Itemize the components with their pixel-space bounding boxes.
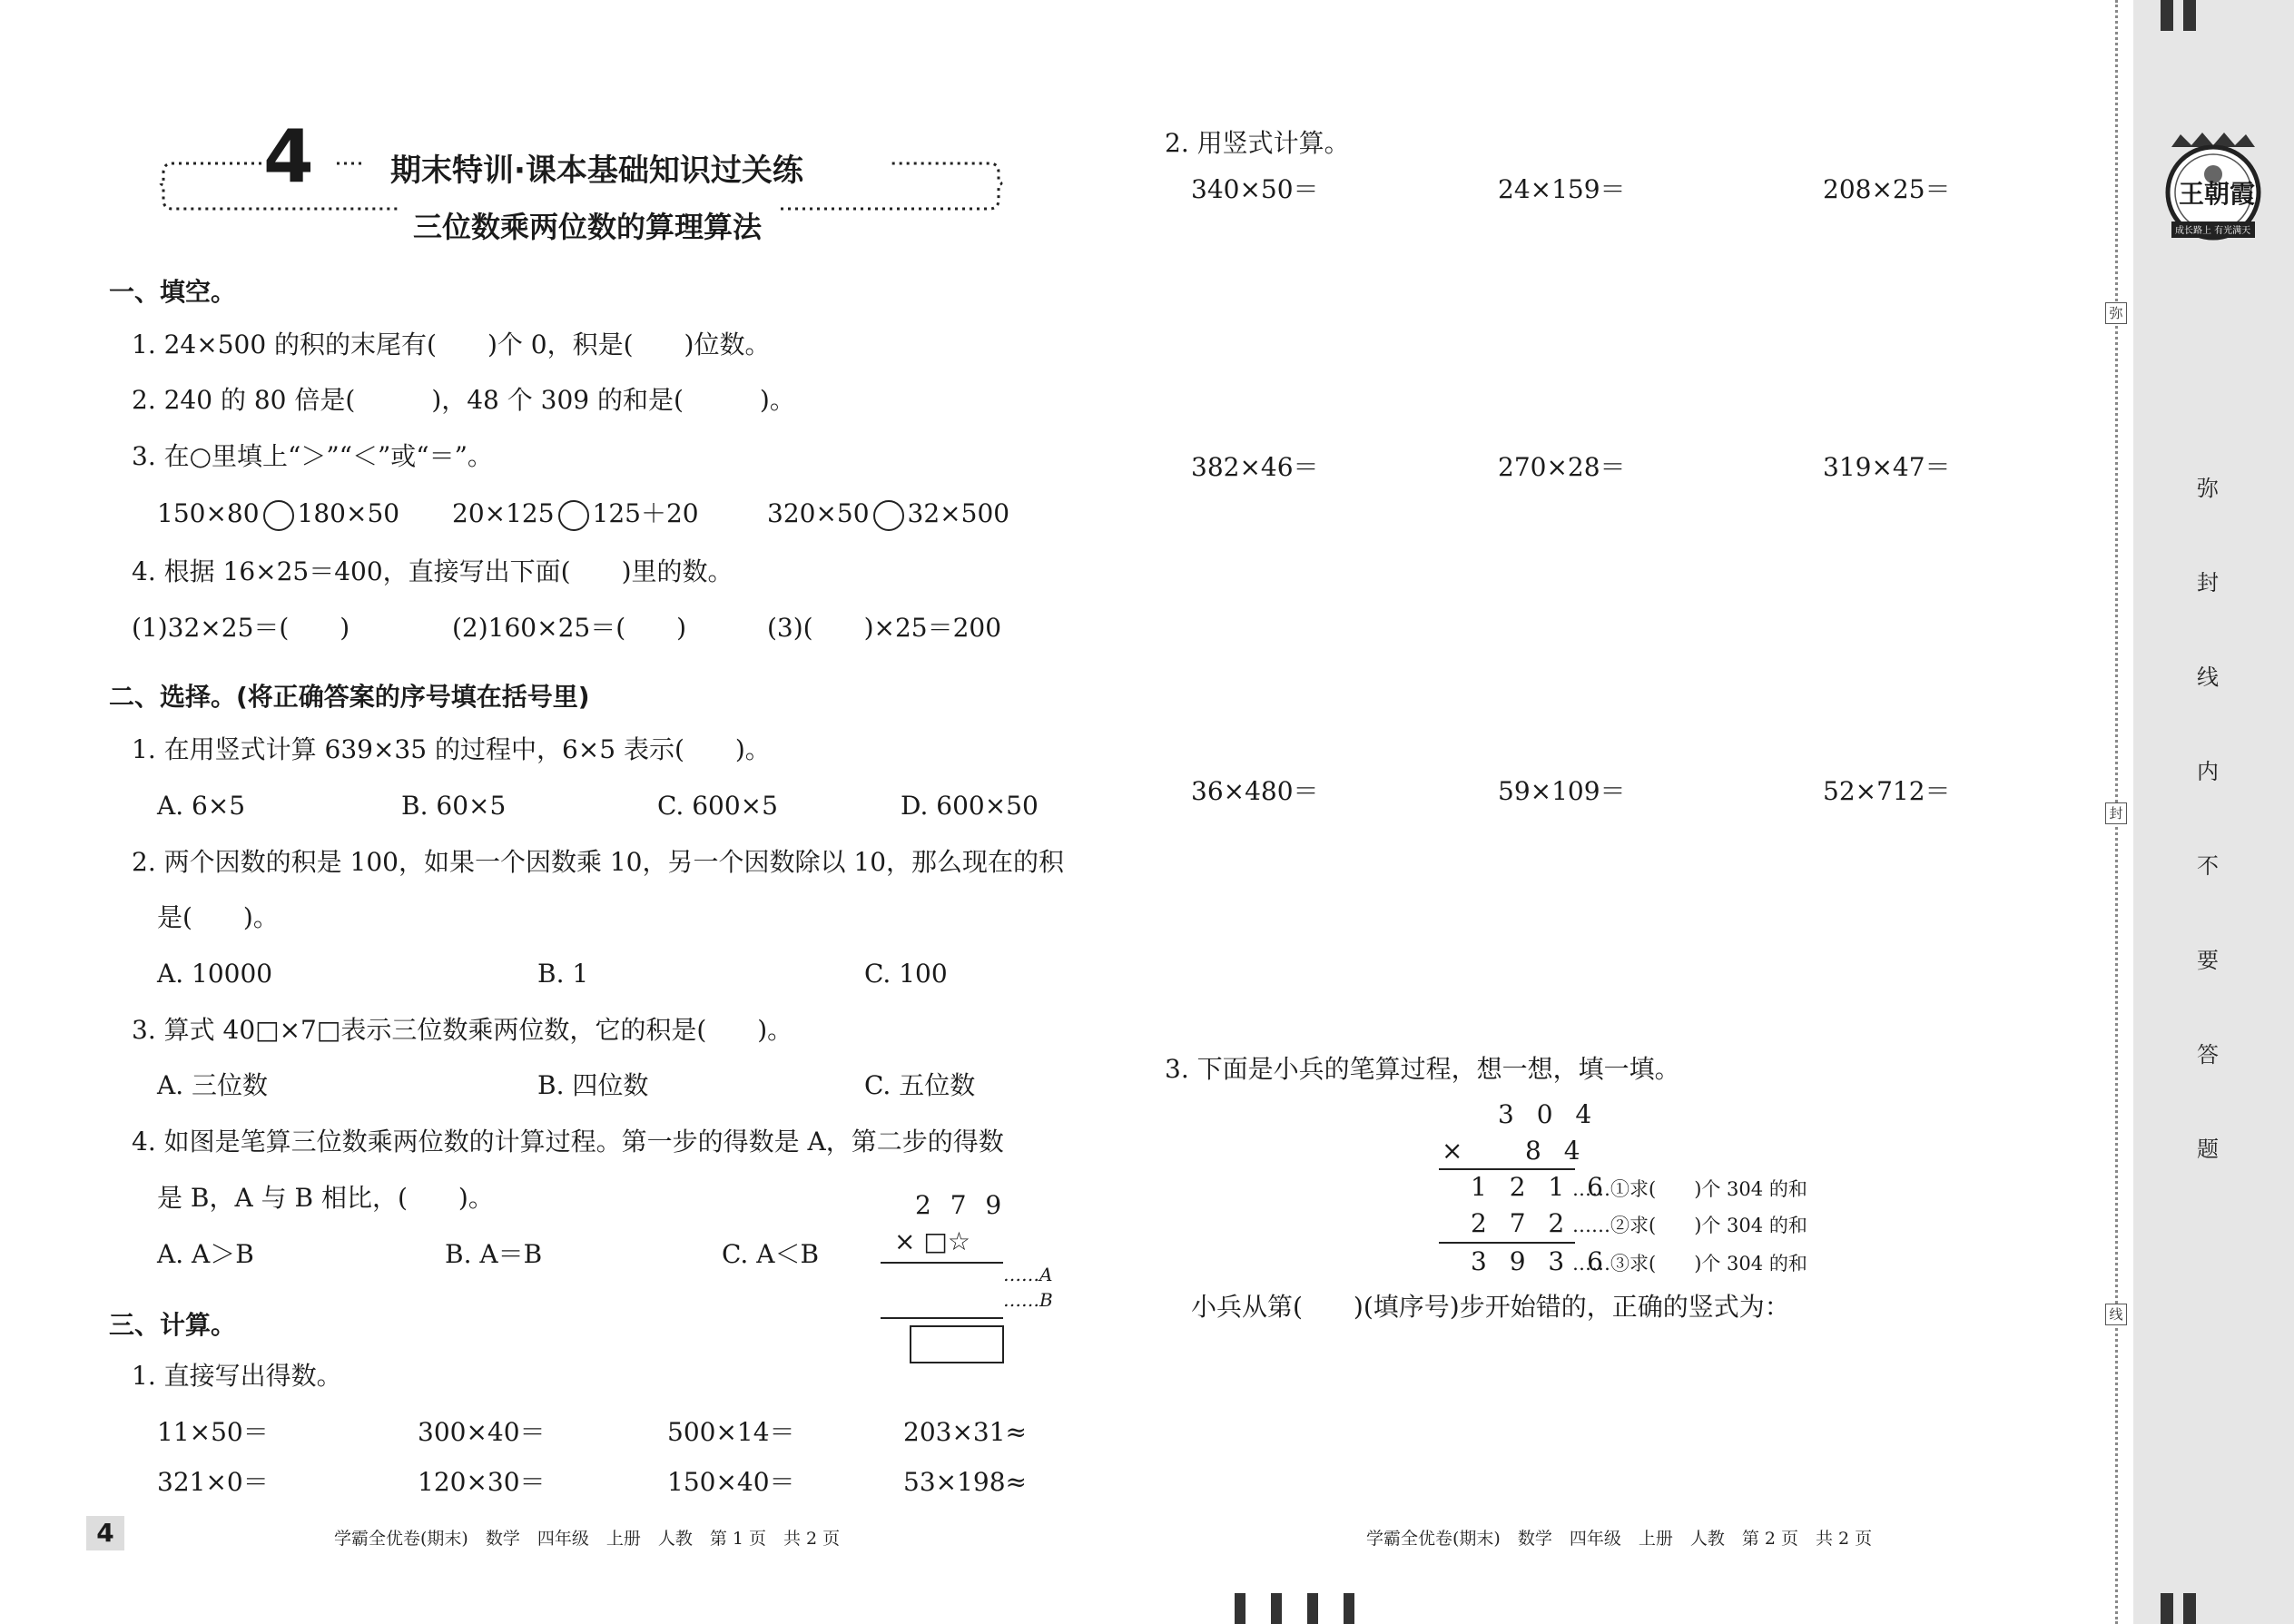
compare-left: 320×50 xyxy=(767,498,870,528)
sidebar-char: 内 xyxy=(2197,759,2219,784)
page-number-badge: 4 xyxy=(86,1516,124,1550)
fill-question-4: 4. 根据 16×25＝400，直接写出下面( )里的数。 xyxy=(132,556,733,586)
calc-question-2: 2. 用竖式计算。 xyxy=(1165,128,1350,158)
compare-item xyxy=(767,497,1009,531)
calc-line: 8 4 xyxy=(1525,1136,1588,1166)
choice-option: C. A＜B xyxy=(722,1239,820,1269)
calc-line: 3 9 3 6 xyxy=(1471,1246,1610,1276)
column-calc: 319×47＝ xyxy=(1823,452,1951,482)
choice-option: A. 三位数 xyxy=(157,1070,269,1100)
brand-logo xyxy=(2159,127,2268,245)
column-calc: 59×109＝ xyxy=(1498,776,1626,806)
compare-right: 32×500 xyxy=(907,498,1010,528)
fill-subitem: (1)32×25＝( ) xyxy=(132,613,350,643)
figure-label-b: ……B xyxy=(1003,1289,1053,1311)
mental-calc: 203×31≈ xyxy=(903,1417,1027,1447)
registration-mark xyxy=(1307,1593,1318,1624)
calc-question-3-answer: 小兵从第( )(填序号)步开始错的，正确的竖式为： xyxy=(1191,1292,1790,1322)
mental-calc: 53×198≈ xyxy=(903,1467,1027,1497)
compare-circle[interactable] xyxy=(263,500,294,531)
choice-question-1: 1. 在用竖式计算 639×35 的过程中，6×5 表示( )。 xyxy=(132,734,771,764)
sidebar-char: 线 xyxy=(2197,664,2219,690)
page-footer: 学霸全优卷(期末) 数学 四年级 上册 人教 第 1 页 共 2 页 xyxy=(334,1529,841,1549)
registration-mark xyxy=(1271,1593,1282,1624)
mental-calc: 321×0＝ xyxy=(157,1467,269,1497)
compare-left: 20×125 xyxy=(452,498,555,528)
compare-right: 125＋20 xyxy=(592,498,699,528)
binding-mark: 封 xyxy=(2105,802,2127,824)
calc-line: 2 7 2 xyxy=(1471,1208,1572,1238)
calc-line: 1 2 1 6 xyxy=(1471,1172,1610,1202)
calc-note: ……①求( )个 304 的和 xyxy=(1572,1178,1807,1200)
mental-calc: 150×40＝ xyxy=(667,1467,795,1497)
compare-left: 150×80 xyxy=(157,498,260,528)
column-calc: 270×28＝ xyxy=(1498,452,1626,482)
page-footer: 学霸全优卷(期末) 数学 四年级 上册 人教 第 2 页 共 2 页 xyxy=(1366,1529,1873,1549)
fill-question-2: 2. 240 的 80 倍是( )，48 个 309 的和是( )。 xyxy=(132,385,795,415)
choice-option: A. A＞B xyxy=(157,1239,254,1269)
column-calc: 24×159＝ xyxy=(1498,174,1626,204)
column-calc: 52×712＝ xyxy=(1823,776,1951,806)
registration-mark xyxy=(1235,1593,1245,1624)
figure-top: 2 7 9 xyxy=(915,1190,1008,1220)
choice-question-2: 2. 两个因数的积是 100，如果一个因数乘 10，另一个因数除以 10，那么现在的积 xyxy=(132,847,1065,877)
column-calc: 208×25＝ xyxy=(1823,174,1951,204)
calc-note: ……②求( )个 304 的和 xyxy=(1572,1215,1807,1236)
calc-rule xyxy=(1439,1242,1575,1244)
figure-result-box xyxy=(910,1325,1004,1363)
mental-calc: 500×14＝ xyxy=(667,1417,795,1447)
binding-mark: 弥 xyxy=(2105,302,2127,324)
mental-calc: 120×30＝ xyxy=(418,1467,546,1497)
section-heading: 三、计算。 xyxy=(109,1310,237,1340)
calc-note: ……③求( )个 304 的和 xyxy=(1572,1253,1807,1275)
figure-rule xyxy=(881,1317,1003,1319)
figure-rule xyxy=(881,1262,1003,1264)
choice-option: B. 1 xyxy=(537,959,589,989)
choice-option: A. 6×5 xyxy=(157,791,246,821)
compare-item xyxy=(452,497,699,531)
choice-question-3: 3. 算式 40□×7□表示三位数乘两位数，它的积是( )。 xyxy=(132,1015,793,1045)
calc-subheading: 1. 直接写出得数。 xyxy=(132,1361,342,1391)
fill-subitem: (2)160×25＝( ) xyxy=(452,613,687,643)
calc-question-3: 3. 下面是小兵的笔算过程，想一想，填一填。 xyxy=(1165,1054,1680,1084)
sidebar-char: 要 xyxy=(2197,948,2219,973)
column-calc: 36×480＝ xyxy=(1191,776,1319,806)
figure-label-a: ……A xyxy=(1003,1264,1053,1285)
calc-rule xyxy=(1439,1168,1575,1170)
choice-option: B. A＝B xyxy=(445,1239,543,1269)
binding-mark: 线 xyxy=(2105,1304,2127,1325)
page-title: 期末特训·课本基础知识过关练 xyxy=(390,153,803,189)
choice-option: C. 600×5 xyxy=(657,791,778,821)
unit-number: 4 xyxy=(263,114,314,199)
sidebar-char: 答 xyxy=(2197,1042,2219,1068)
calc-line: 3 0 4 xyxy=(1498,1099,1600,1129)
fill-question-1: 1. 24×500 的积的末尾有( )个 0，积是( )位数。 xyxy=(132,330,771,359)
choice-question-2-cont: 是( )。 xyxy=(157,902,279,932)
column-calc: 382×46＝ xyxy=(1191,452,1319,482)
logo-banner: 成长路上 有光满天 xyxy=(2175,226,2251,236)
choice-option: A. 10000 xyxy=(157,959,273,989)
sidebar-char: 封 xyxy=(2197,570,2219,595)
fill-subitem: (3)( )×25＝200 xyxy=(767,613,1002,643)
registration-mark xyxy=(2183,0,2196,31)
registration-mark xyxy=(2161,1593,2173,1624)
compare-circle[interactable] xyxy=(558,500,589,531)
figure-mult: × □☆ xyxy=(894,1226,970,1256)
sidebar-char: 不 xyxy=(2197,853,2219,879)
choice-option: C. 五位数 xyxy=(864,1070,976,1100)
logo-text: 王朝霞 xyxy=(2179,179,2256,209)
choice-question-4-cont: 是 B，A 与 B 相比，( )。 xyxy=(157,1183,494,1213)
choice-option: B. 四位数 xyxy=(537,1070,649,1100)
compare-circle[interactable] xyxy=(873,500,904,531)
calc-operator: × xyxy=(1442,1136,1463,1166)
fill-question-3: 3. 在○里填上“＞”“＜”或“＝”。 xyxy=(132,441,493,471)
choice-option: D. 600×50 xyxy=(901,791,1039,821)
section-heading: 二、选择。(将正确答案的序号填在括号里) xyxy=(109,682,590,712)
column-calc: 340×50＝ xyxy=(1191,174,1319,204)
registration-mark xyxy=(1344,1593,1354,1624)
registration-mark xyxy=(2183,1593,2196,1624)
mental-calc: 300×40＝ xyxy=(418,1417,546,1447)
registration-mark xyxy=(2161,0,2173,31)
compare-right: 180×50 xyxy=(297,498,400,528)
mental-calc: 11×50＝ xyxy=(157,1417,269,1447)
compare-item xyxy=(157,497,399,531)
choice-option: B. 60×5 xyxy=(401,791,507,821)
choice-question-4: 4. 如图是笔算三位数乘两位数的计算过程。第一步的得数是 A，第二步的得数 xyxy=(132,1127,1004,1156)
choice-option: C. 100 xyxy=(864,959,948,989)
section-heading: 一、填空。 xyxy=(109,277,237,307)
sidebar-char: 弥 xyxy=(2197,476,2219,501)
page-subtitle: 三位数乘两位数的算理算法 xyxy=(413,210,763,244)
sidebar-char: 题 xyxy=(2197,1137,2219,1162)
